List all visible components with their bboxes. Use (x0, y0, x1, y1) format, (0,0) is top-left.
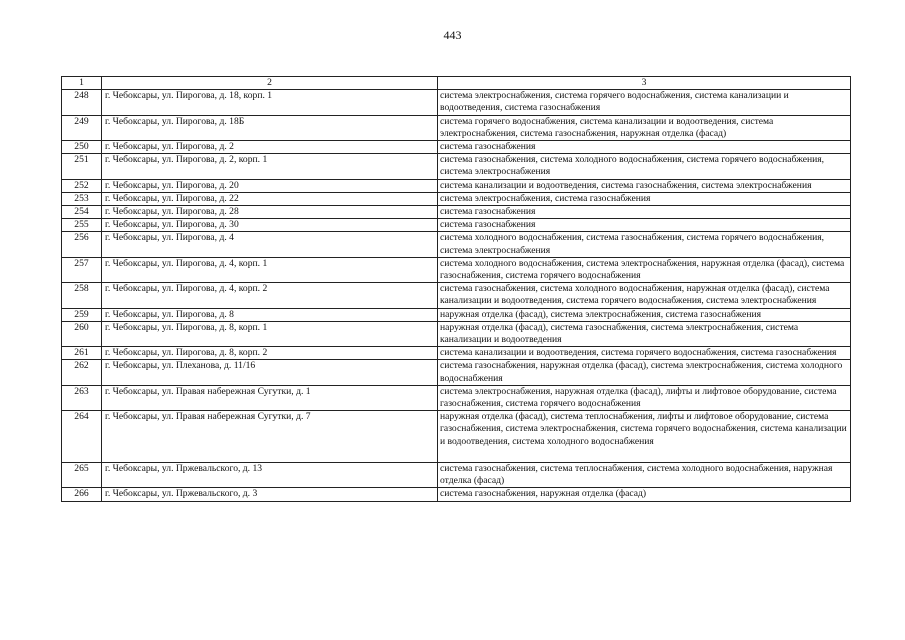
row-address: г. Чебоксары, ул. Пирогова, д. 8 (102, 308, 438, 321)
row-address: г. Чебоксары, ул. Пирогова, д. 4, корп. 2 (102, 283, 438, 308)
row-number: 257 (62, 257, 102, 282)
column-header-systems: 3 (438, 77, 851, 90)
table-row (62, 283, 851, 308)
row-number: 266 (62, 488, 102, 501)
row-number: 262 (62, 360, 102, 385)
row-number: 251 (62, 154, 102, 179)
row-number: 259 (62, 308, 102, 321)
row-systems: наружная отделка (фасад), система газоснабжения, система электроснабжения, система канализации и водоотведения (438, 321, 851, 346)
row-address: г. Чебоксары, ул. Пирогова, д. 18, корп. 1 (102, 90, 438, 115)
row-systems: система газоснабжения, система теплоснабжения, система холодного водоснабжения, наружная отделка (фасад) (438, 462, 851, 487)
table-row (62, 360, 851, 385)
row-systems: система холодного водоснабжения, система газоснабжения, система горячего водоснабжения, система электроснабжения (438, 232, 851, 257)
row-systems: система горячего водоснабжения, система канализации и водоотведения, система электроснабжения, система газоснабжения, наружная отделка (фасад) (438, 115, 851, 140)
table-row (62, 179, 851, 192)
header-row (62, 77, 851, 90)
row-systems: система газоснабжения, система холодного водоснабжения, наружная отделка (фасад), система канализации и водоотведения, система горячего водоснабжения, система электроснабжения (438, 283, 851, 308)
row-systems: система канализации и водоотведения, система горячего водоснабжения, система газоснабжения (438, 347, 851, 360)
table-row (62, 488, 851, 501)
row-address: г. Чебоксары, ул. Пирогова, д. 8, корп. 2 (102, 347, 438, 360)
row-number: 260 (62, 321, 102, 346)
table-body (62, 90, 851, 501)
row-number: 252 (62, 179, 102, 192)
row-number: 250 (62, 141, 102, 154)
row-address: г. Чебоксары, ул. Пирогова, д. 2 (102, 141, 438, 154)
row-number: 255 (62, 219, 102, 232)
row-address: г. Чебоксары, ул. Пржевальского, д. 3 (102, 488, 438, 501)
row-systems: система газоснабжения, наружная отделка (фасад) (438, 488, 851, 501)
table-row (62, 257, 851, 282)
row-number: 258 (62, 283, 102, 308)
row-systems: система газоснабжения, система холодного водоснабжения, система горячего водоснабжения, система электроснабжения (438, 154, 851, 179)
housing-systems-table (61, 76, 851, 502)
table-row (62, 219, 851, 232)
table-row (62, 347, 851, 360)
row-systems: система электроснабжения, система газоснабжения (438, 192, 851, 205)
row-address: г. Чебоксары, ул. Плеханова, д. 11/16 (102, 360, 438, 385)
table-row (62, 321, 851, 346)
row-systems: наружная отделка (фасад), система электроснабжения, система газоснабжения (438, 308, 851, 321)
row-systems: система электроснабжения, система горячего водоснабжения, система канализации и водоотведения, система газоснабжения (438, 90, 851, 115)
row-number: 264 (62, 411, 102, 463)
row-address: г. Чебоксары, ул. Пирогова, д. 20 (102, 179, 438, 192)
table-row (62, 411, 851, 463)
row-address: г. Чебоксары, ул. Пирогова, д. 30 (102, 219, 438, 232)
row-address: г. Чебоксары, ул. Пирогова, д. 22 (102, 192, 438, 205)
table-row (62, 206, 851, 219)
table-row (62, 90, 851, 115)
row-address: г. Чебоксары, ул. Пирогова, д. 2, корп. 1 (102, 154, 438, 179)
table-row (62, 385, 851, 410)
row-number: 248 (62, 90, 102, 115)
row-number: 249 (62, 115, 102, 140)
row-number: 256 (62, 232, 102, 257)
row-address: г. Чебоксары, ул. Правая набережная Сугутки, д. 1 (102, 385, 438, 410)
column-header-number: 1 (62, 77, 102, 90)
row-number: 263 (62, 385, 102, 410)
row-systems: система газоснабжения (438, 141, 851, 154)
row-systems: система газоснабжения (438, 206, 851, 219)
row-systems: система газоснабжения, наружная отделка (фасад), система электроснабжения, система холодного водоснабжения (438, 360, 851, 385)
row-address: г. Чебоксары, ул. Пирогова, д. 28 (102, 206, 438, 219)
table-row (62, 192, 851, 205)
table-row (62, 308, 851, 321)
table-row (62, 462, 851, 487)
row-number: 254 (62, 206, 102, 219)
table-row (62, 154, 851, 179)
column-header-address: 2 (102, 77, 438, 90)
row-address: г. Чебоксары, ул. Пирогова, д. 4 (102, 232, 438, 257)
row-number: 265 (62, 462, 102, 487)
table-row (62, 115, 851, 140)
row-number: 261 (62, 347, 102, 360)
row-systems: система канализации и водоотведения, система газоснабжения, система электроснабжения (438, 179, 851, 192)
row-address: г. Чебоксары, ул. Пржевальского, д. 13 (102, 462, 438, 487)
table-row (62, 141, 851, 154)
row-number: 253 (62, 192, 102, 205)
row-address: г. Чебоксары, ул. Пирогова, д. 8, корп. 1 (102, 321, 438, 346)
row-systems: наружная отделка (фасад), система теплоснабжения, лифты и лифтовое оборудование, система газоснабжения, система электроснабжения, система горячего водоснабжения, система канализации и водоотведения, система холодного водоснабжения (438, 411, 851, 463)
row-address: г. Чебоксары, ул. Пирогова, д. 4, корп. 1 (102, 257, 438, 282)
row-systems: система газоснабжения (438, 219, 851, 232)
page-number: 443 (443, 28, 462, 42)
row-systems: система холодного водоснабжения, система электроснабжения, наружная отделка (фасад), система газоснабжения, система горячего водоснабжения (438, 257, 851, 282)
row-address: г. Чебоксары, ул. Пирогова, д. 18Б (102, 115, 438, 140)
row-systems: система электроснабжения, наружная отделка (фасад), лифты и лифтовое оборудование, система газоснабжения, система горячего водоснабжения (438, 385, 851, 410)
row-address: г. Чебоксары, ул. Правая набережная Сугутки, д. 7 (102, 411, 438, 463)
table-row (62, 232, 851, 257)
